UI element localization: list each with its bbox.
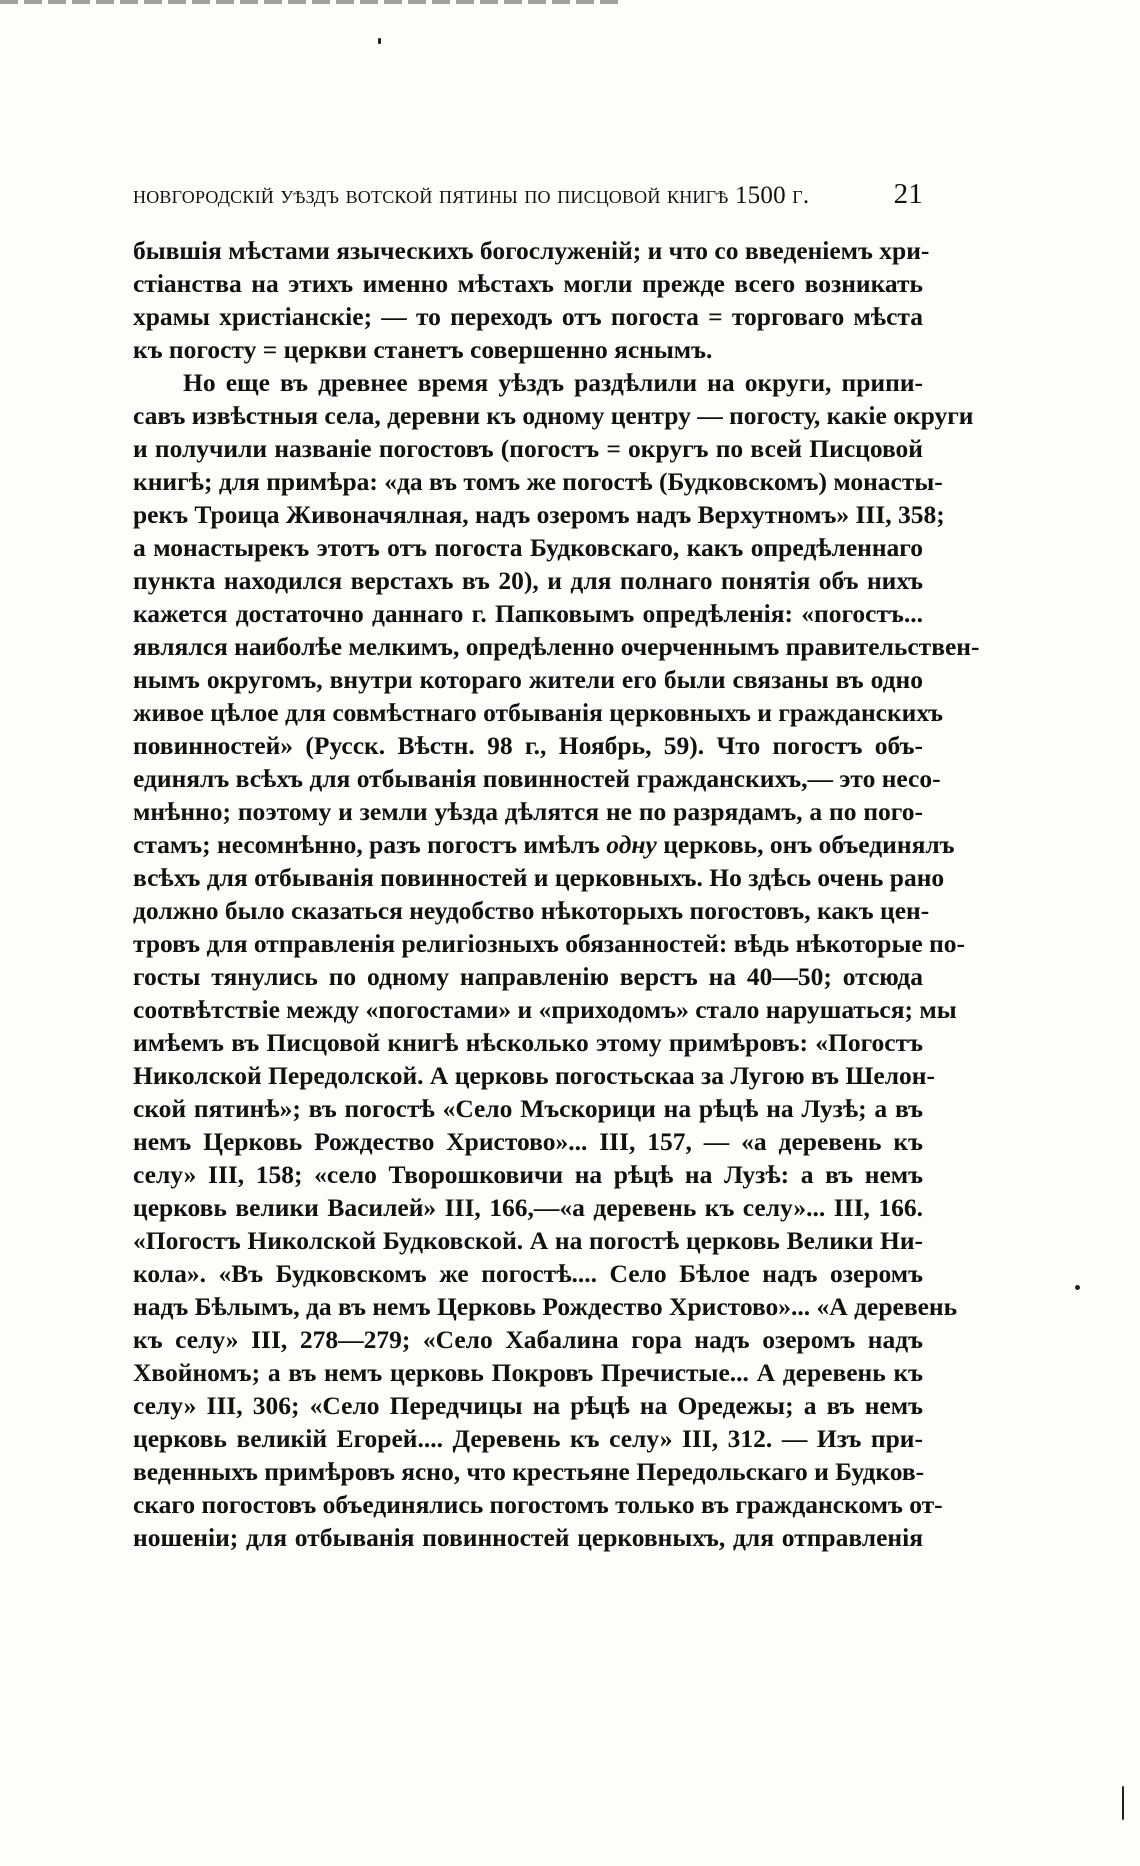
text-line: савъ извѣстныя села, деревни къ одному центру — погосту, какіе округи bbox=[133, 401, 974, 430]
text-line: надъ Бѣлымъ, да въ немъ Церковь Рождество Христово»... «А деревень bbox=[133, 1292, 958, 1321]
text-line: нымъ округомъ, внутри котораго жители его были связаны въ одно bbox=[133, 665, 923, 694]
text-line: живое цѣлое для совмѣстнаго отбыванія церковныхъ и гражданскихъ bbox=[133, 698, 944, 727]
ink-speck bbox=[378, 38, 381, 44]
text-line: селу» III, 306; «Село Передчицы на рѣцѣ на Оредежы; а въ немъ bbox=[133, 1391, 923, 1420]
text-line: церковь великій Егорей.... Деревень къ селу» III, 312. — Изъ при- bbox=[133, 1424, 923, 1453]
text-line: Хвойномъ; а въ немъ церковь Покровъ Пречистые... А деревень къ bbox=[133, 1358, 923, 1387]
body-text bbox=[133, 234, 980, 1554]
text-line: а монастырекъ этотъ отъ погоста Будковскаго, какъ опредѣленнаго bbox=[133, 533, 923, 562]
emphasized-word: одну bbox=[606, 830, 657, 859]
text-line: ношеніи; для отбыванія повинностей церковныхъ, для отправленія bbox=[133, 1523, 923, 1552]
text-line: всѣхъ для отбыванія повинностей и церковныхъ. Но здѣсь очень рано bbox=[133, 863, 945, 892]
text-line-with-emphasis bbox=[133, 828, 955, 861]
text-line: кола». «Въ Будковскомъ же погостѣ.... Село Бѣлое надъ озеромъ bbox=[133, 1259, 923, 1288]
running-title: новгородскій уѣздъ вотской пятины по писцовой книгѣ 1500 г. bbox=[133, 182, 810, 209]
running-head bbox=[133, 178, 923, 216]
text-line: «Погостъ Николской Будковской. А на погостѣ церковь Велики Ни- bbox=[133, 1226, 923, 1255]
text-line: должно было сказаться неудобство нѣкоторыхъ погостовъ, какъ цен- bbox=[133, 896, 930, 925]
text-line: стіанства на этихъ именно мѣстахъ могли прежде всего возникать bbox=[133, 269, 923, 298]
text-line: тровъ для отправленія религіозныхъ обязанностей: вѣдь нѣкоторые по- bbox=[133, 929, 966, 958]
text-line: книгѣ; для примѣра: «да въ томъ же погостѣ (Будковскомъ) монасты- bbox=[133, 467, 943, 496]
text-line: кажется достаточно даннаго г. Папковымъ опредѣленія: «погостъ... bbox=[133, 599, 923, 628]
text-line: селу» III, 158; «село Творошковичи на рѣцѣ на Лузѣ: а въ немъ bbox=[133, 1160, 923, 1189]
text-line: имѣемъ въ Писцовой книгѣ нѣсколько этому примѣровъ: «Погостъ bbox=[133, 1028, 923, 1057]
text-line: къ селу» III, 278—279; «Село Хабалина гора надъ озеромъ надъ bbox=[133, 1325, 923, 1354]
top-edge-print-residue bbox=[0, 0, 620, 4]
text-line: и получили названіе погостовъ (погостъ = округъ по всей Писцовой bbox=[133, 434, 923, 463]
text-line: немъ Церковь Рождество Христово»... III, 157, — «а деревень къ bbox=[133, 1127, 923, 1156]
text-line: веденныхъ примѣровъ ясно, что крестьяне Передольскаго и Будков- bbox=[133, 1457, 925, 1486]
text-line: къ погосту = церкви станетъ совершенно яснымъ. bbox=[133, 335, 713, 364]
text-line: мнѣнно; поэтому и земли уѣзда дѣлятся не по разрядамъ, а по пого- bbox=[133, 797, 923, 826]
ink-speck bbox=[1075, 1285, 1080, 1290]
text-line: повинностей» (Русск. Вѣстн. 98 г., Ноябрь, 59). Что погостъ объ- bbox=[133, 731, 923, 760]
text-line: храмы христіанскіе; — то переходъ отъ погоста = торговаго мѣста bbox=[133, 302, 923, 331]
text-line: соотвѣтствіе между «погостами» и «приходомъ» стало нарушаться; мы bbox=[133, 995, 957, 1024]
text-segment: стамъ; несомнѣнно, разъ погостъ имѣлъ bbox=[133, 830, 607, 859]
paragraph-first-line: Но еще въ древнее время уѣздъ раздѣлили на округи, припи- bbox=[183, 368, 923, 397]
text-line: единялъ всѣхъ для отбыванія повинностей гражданскихъ,— это несо- bbox=[133, 764, 941, 793]
margin-mark bbox=[1122, 1786, 1124, 1820]
text-line: ской пятинѣ»; въ погостѣ «Село Мъскорици на рѣцѣ на Лузѣ; а въ bbox=[133, 1094, 923, 1123]
text-line: пункта находился верстахъ въ 20), и для полнаго понятія объ нихъ bbox=[133, 566, 923, 595]
text-line: рекъ Троица Живоначялная, надъ озеромъ надъ Верхутномъ» III, 358; bbox=[133, 500, 945, 529]
text-line: госты тянулись по одному направленію верстъ на 40—50; отсюда bbox=[133, 962, 923, 991]
page-number: 21 bbox=[893, 178, 923, 210]
text-line: являлся наиболѣе мелкимъ, опредѣленно очерченнымъ правительствен- bbox=[133, 632, 980, 661]
text-line: скаго погостовъ объединялись погостомъ только въ гражданскомъ от- bbox=[133, 1490, 943, 1519]
text-line: бывшія мѣстами языческихъ богослуженій; и что со введеніемъ хри- bbox=[133, 236, 930, 265]
text-line: Николской Передолской. А церковь погостьскаа за Лугою въ Шелон- bbox=[133, 1061, 935, 1090]
text-segment: церковь, онъ объединялъ bbox=[656, 830, 955, 859]
text-line: церковь велики Василей» III, 166,—«а деревень къ селу»... III, 166. bbox=[133, 1193, 923, 1222]
